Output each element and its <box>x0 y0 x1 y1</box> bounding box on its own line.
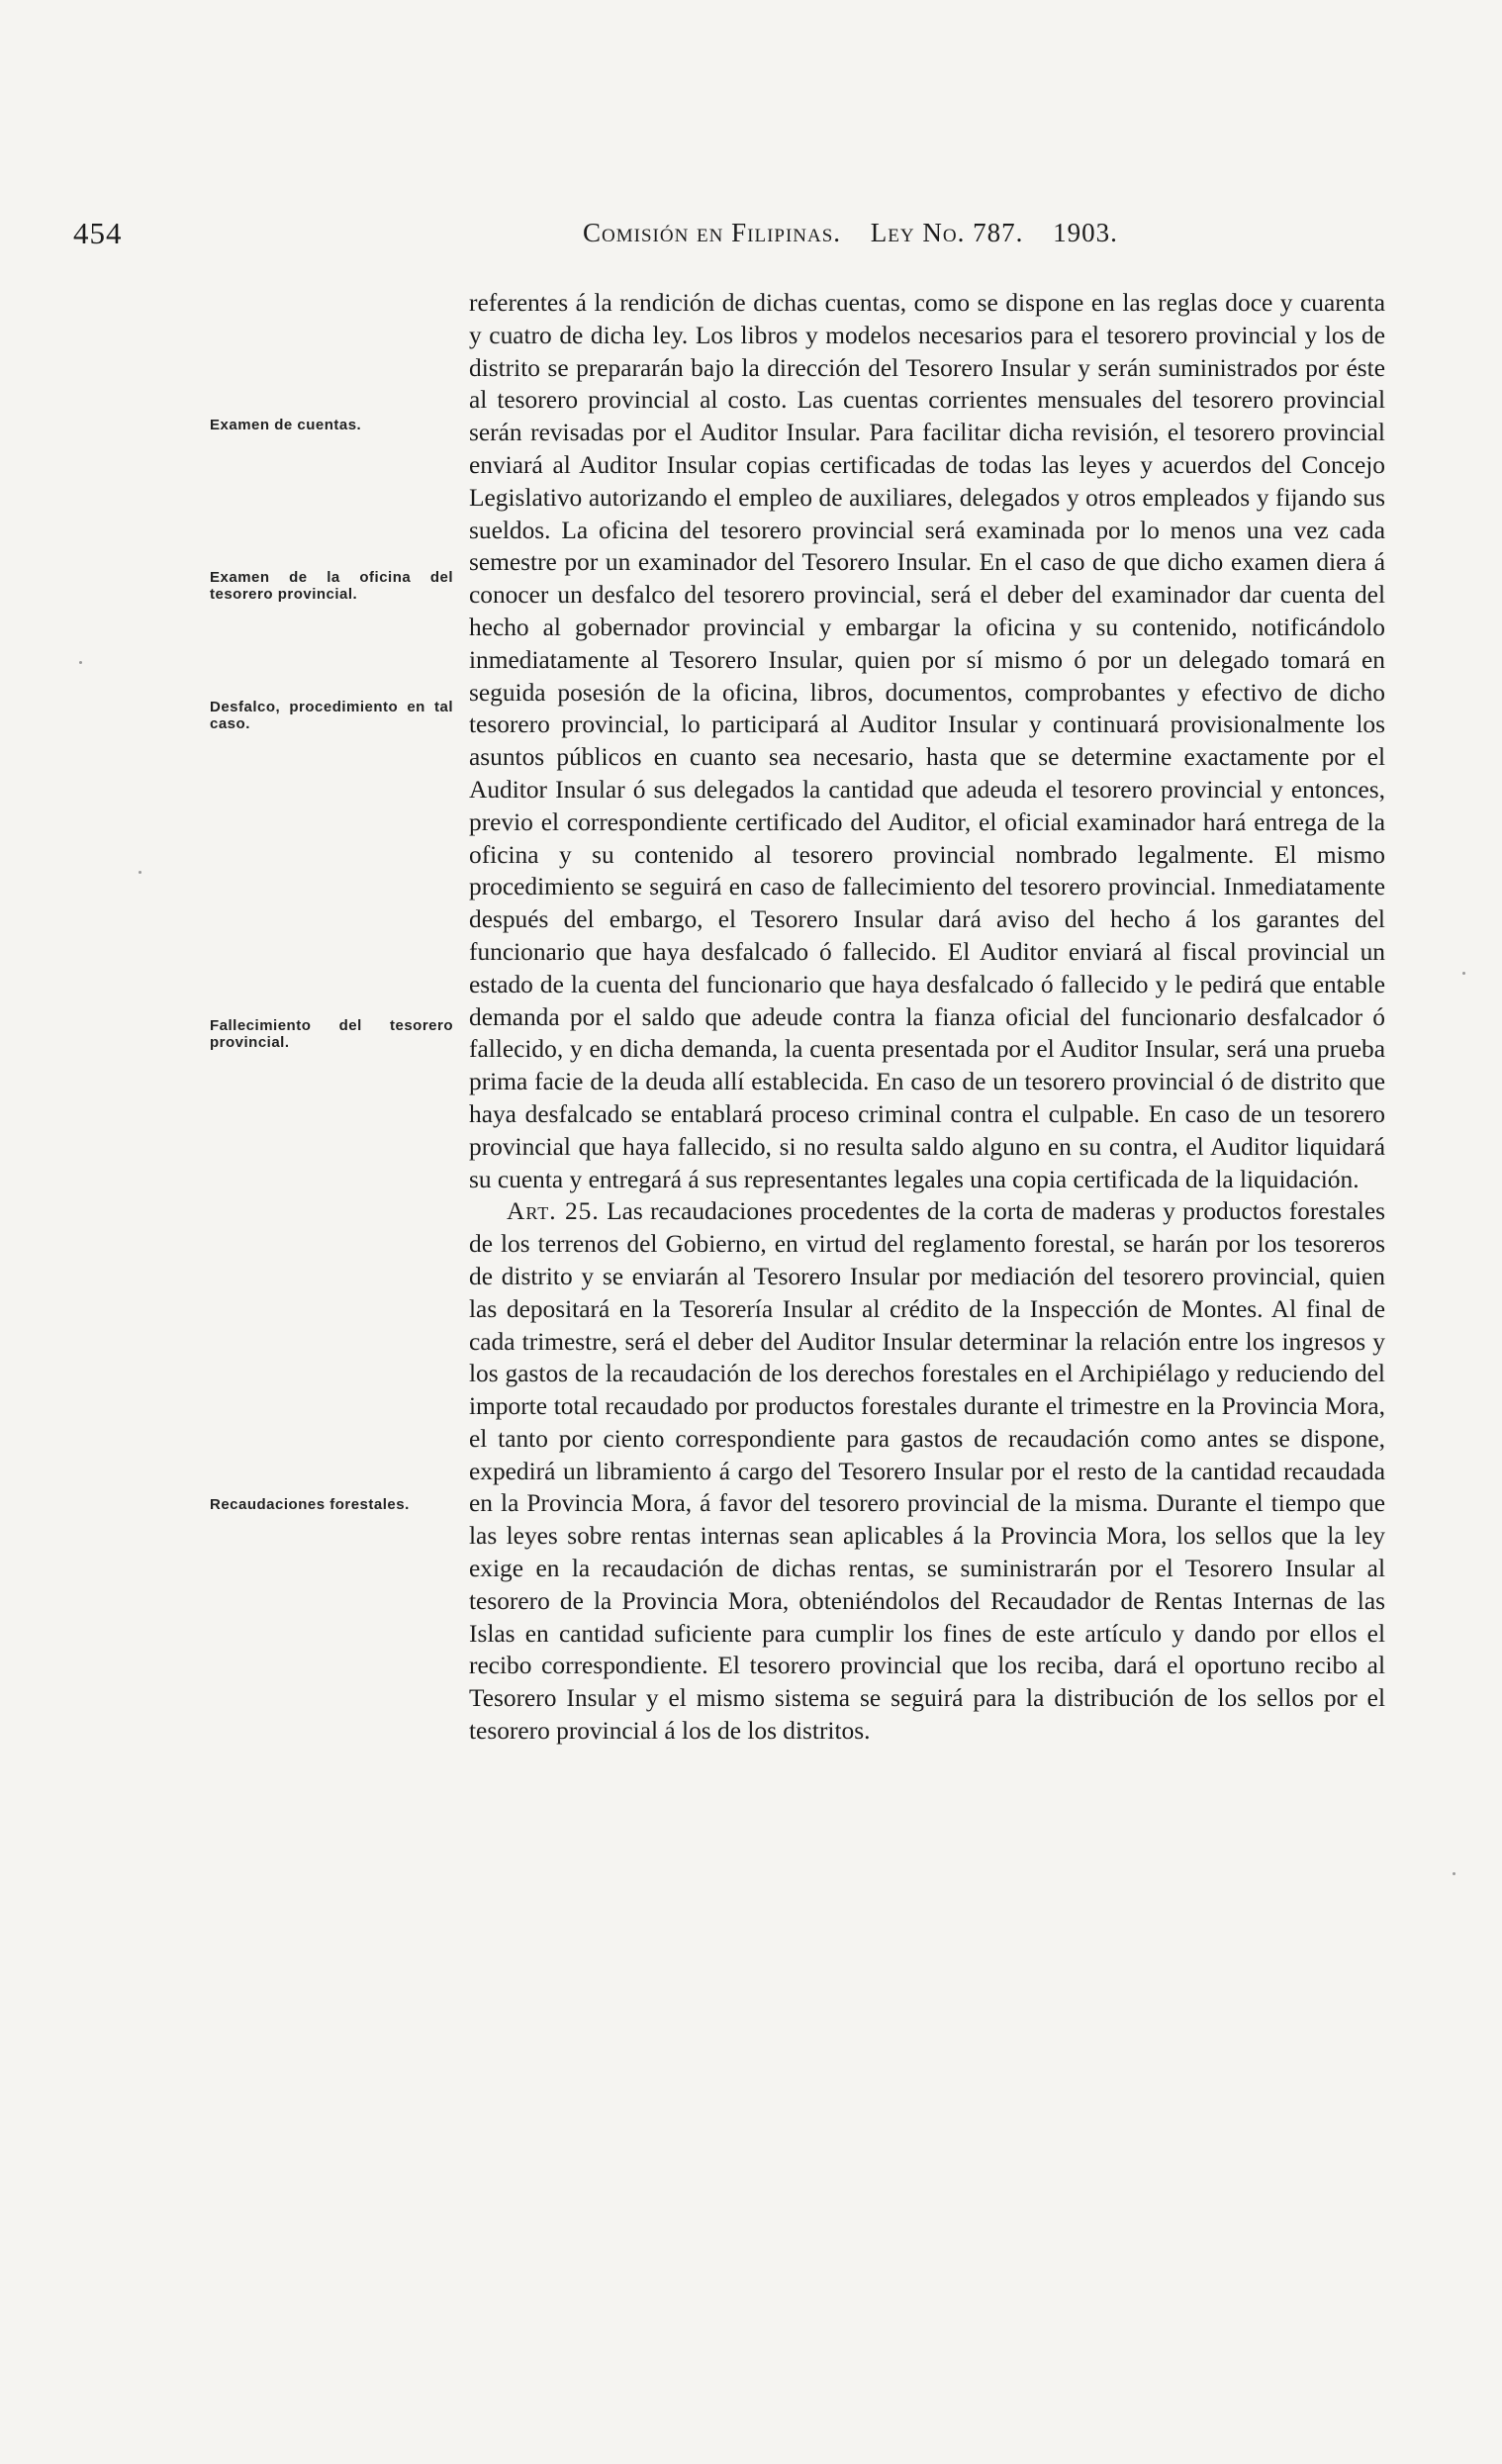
running-head-year: 1903. <box>1053 218 1118 247</box>
running-head <box>583 218 1140 248</box>
running-head-law: Ley No. 787. <box>870 218 1024 247</box>
margin-note-desfalco: Desfalco, procedimiento en tal caso. <box>210 699 453 732</box>
page-header <box>73 210 1255 253</box>
scan-speck <box>79 661 82 664</box>
running-head-commission: Comisión en Filipinas. <box>583 218 842 247</box>
body-paragraph: referentes á la rendición de dichas cuentas, como se dispone en las reglas doce y cuarenta y cuatro de dicha ley. Los libros y modelos necesarios para el tesorero provincial y los de distrito se prepararán bajo la dirección del Tesorero Insular y serán suministrados por éste al tesorero provincial al costo. Las cuentas corrientes mensuales del tesorero provincial serán revisadas por el Auditor Insular. Para facilitar dicha revisión, el tesorero provincial enviará al Auditor Insular copias certificadas de todas las leyes y acuerdos del Concejo Legislativo autorizando el empleo de auxiliares, delegados y otros empleados y fijando sus sueldos. La oficina del tesorero provincial será examinada por lo menos una vez cada semestre por un examinador del Tesorero Insular. En el caso de que dicho examen diera á conocer un desfalco del tesorero provincial, será el deber del examinador dar cuenta del hecho al gobernador provincial y embargar la oficina y su contenido, notificándolo inmediatamente al Tesorero Insular, quien por sí mismo ó por un delegado tomará en seguida posesión de la oficina, libros, documentos, comprobantes y efectivo de dicho tesorero provincial, lo participará al Auditor Insular y continuará provisionalmente los asuntos públicos en cuanto sea necesario, hasta que se determine exactamente por el Auditor Insular ó sus delegados la cantidad que adeuda el tesorero provincial y entonces, previo el correspondiente certificado del Auditor, el oficial examinador hará entrega de la oficina y su contenido al tesorero provincial nombrado legalmente. El mismo procedimiento se seguirá en caso de fallecimiento del tesorero provincial. Inmediatamente después del embargo, el Tesorero Insular dará aviso del hecho á los garantes del funcionario que haya desfalcado ó fallecido. El Auditor enviará al fiscal provincial un estado de la cuenta del funcionario que haya desfalcado ó fallecido y le pedirá que entable demanda por el saldo que adeude contra la fianza oficial del funcionario desfalcador ó fallecido, y en dicha demanda, la cuenta presentada por el Auditor Insular, será una prueba prima facie de la deuda allí establecida. En caso de un tesorero provincial ó de distrito que haya desfalcado se entablará proceso criminal contra el culpable. En caso de un tesorero provincial que haya fallecido, si no resulta saldo alguno en su contra, el Auditor liquidará su cuenta y entregará á sus representantes legales una copia certificada de la liquidación. <box>469 289 1385 1193</box>
page-number: 454 <box>73 216 123 250</box>
scan-speck <box>139 871 141 874</box>
article-label: Art. 25. <box>507 1197 600 1226</box>
margin-note-examen-oficina: Examen de la oficina del tesorero provincial. <box>210 569 453 603</box>
scan-speck <box>1462 972 1465 975</box>
margin-note-recaudaciones: Recaudaciones forestales. <box>210 1496 410 1513</box>
body-text <box>469 287 1385 1748</box>
article-paragraph <box>469 1195 1385 1748</box>
article-text: Las recaudaciones procedentes de la corta de maderas y productos forestales de los terrenos del Gobierno, en virtud del reglamento forestal, se harán por los tesoreros de distrito y se enviarán al Tesorero Insular por mediación del tesorero provincial, quien las depositará en la Tesorería Insular al crédito de la Inspección de Montes. Al final de cada trimestre, será el deber del Auditor Insular determinar la relación entre los ingresos y los gastos de la recaudación de los derechos forestales en el Archipiélago y reduciendo del importe total recaudado por productos forestales durante el trimestre en la Provincia Mora, el tanto por ciento correspondiente para gastos de recaudación como antes se dispone, expedirá un libramiento á cargo del Tesorero Insular por el resto de la cantidad recaudada en la Provincia Mora, á favor del tesorero provincial de la misma. Durante el tiempo que las leyes sobre rentas internas sean aplicables á la Provincia Mora, los sellos que la ley exige en la recaudación de dichas rentas, se suministrarán por el Tesorero Insular al tesorero de la Provincia Mora, obteniéndolos del Recaudador de Rentas Internas de las Islas en cantidad suficiente para cumplir los fines de este artículo y dando por ellos el recibo correspondiente. El tesorero provincial que los reciba, dará el oportuno recibo al Tesorero Insular y el mismo sistema se seguirá para la distribución de los sellos por el tesorero provincial á los de los distritos. <box>469 1197 1385 1746</box>
scan-speck <box>1453 1872 1455 1875</box>
margin-note-examen-cuentas: Examen de cuentas. <box>210 417 362 433</box>
margin-note-fallecimiento: Fallecimiento del tesorero provincial. <box>210 1017 453 1051</box>
